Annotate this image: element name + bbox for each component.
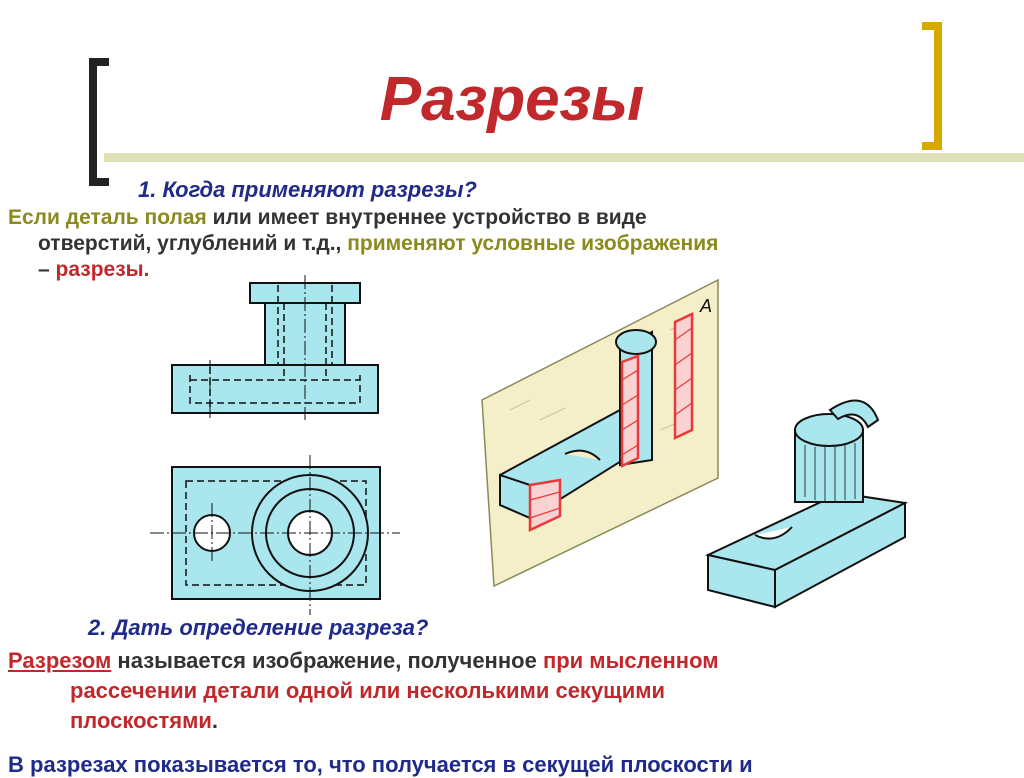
- front-view-drawing: [160, 275, 390, 420]
- page-title: Разрезы: [379, 65, 645, 134]
- question-2: 2. Дать определение разреза?: [88, 615, 429, 640]
- p1-text-2: отверстий, углублений и т.д.,: [38, 232, 348, 255]
- p2-highlight-2: рассечении детали одной или несколькими секущими: [70, 678, 666, 703]
- title-divider: [104, 153, 1024, 162]
- p1-text: или имеет внутреннее устройство в виде: [206, 206, 647, 229]
- top-view-drawing: [150, 455, 400, 615]
- p2-period: .: [211, 708, 218, 733]
- question-1: 1. Когда применяют разрезы?: [138, 177, 477, 202]
- section-plane-drawing: [470, 270, 730, 590]
- p1-term: разрезы.: [55, 258, 150, 281]
- isometric-part-drawing: [700, 375, 915, 610]
- p1-highlight: Если деталь полая: [8, 206, 207, 229]
- p2-highlight-3: плоскостями: [70, 708, 212, 733]
- cut-off-line: В разрезах показывается то, что получается в секущей плоскости и: [8, 752, 753, 777]
- paragraph-2: [8, 646, 1008, 736]
- plane-label: A: [700, 296, 713, 316]
- p2-highlight: при мысленном: [542, 648, 719, 673]
- p2-text: называется изображение, полученное: [111, 648, 543, 673]
- p1-dash: –: [38, 258, 56, 281]
- definition-term: Разрезом: [8, 648, 112, 673]
- p1-highlight-2: применяют условные изображения: [347, 232, 719, 255]
